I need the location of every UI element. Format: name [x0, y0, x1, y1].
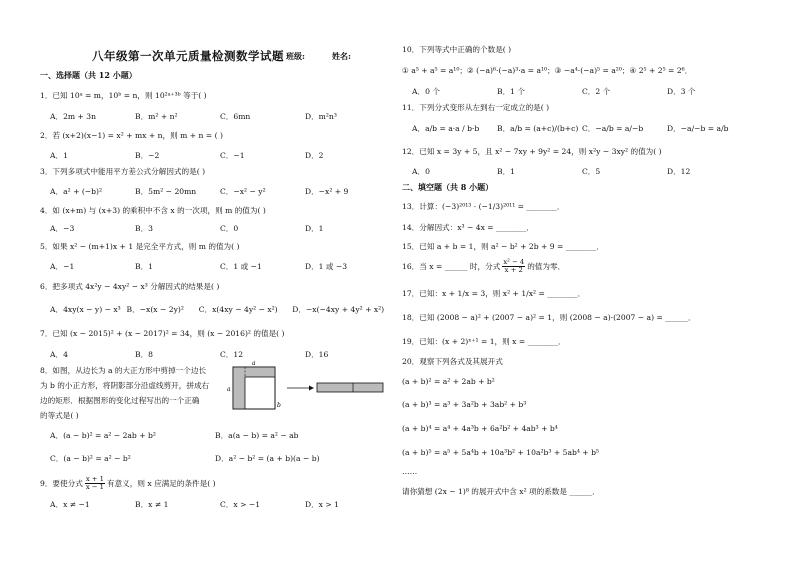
q10-items: ① a⁵ + a⁵ = a¹⁰；② (−a)⁶·(−a)³·a = a¹⁰；③ −a⁴·(−a)⁵ = a²⁰；④ 2⁵ + 2⁵ = 2⁶． — [402, 66, 693, 75]
q8-stem-line3: 边的矩形．根据图形的变化过程写出的一个正确 — [40, 396, 200, 405]
q9-frac-den: x − 1 — [85, 483, 104, 492]
q12-option-a[interactable]: A．0 — [412, 167, 430, 176]
q11-option-a[interactable]: A．a/b = a·a / b·b — [412, 124, 480, 133]
q3-stem: 3．下列多项式中能用平方差公式分解因式的是( ) — [40, 167, 206, 176]
q7-option-d[interactable]: D．16 — [305, 350, 329, 359]
q17: 17．已知：x + 1/x = 3，则 x² + 1/x² = ________． — [402, 289, 586, 298]
q20-line4: (a + b)⁵ = a⁵ + 5a⁴b + 10a³b² + 10a²b³ + 5ab⁴ + b⁵ — [402, 448, 599, 457]
label-a-side: a — [227, 386, 231, 393]
q8-stem-line4: 的等式是( ) — [40, 411, 79, 420]
q1-options — [50, 112, 390, 121]
q10-stem: 10．下列等式中正确的个数是( ) — [402, 45, 512, 54]
q12-options — [412, 167, 752, 176]
q4-option-d[interactable]: D．1 — [305, 224, 324, 233]
q9-fraction — [85, 476, 105, 492]
q11-option-b[interactable]: B．a/b = (a+c)/(b+c) — [497, 124, 579, 133]
q11-options — [412, 124, 752, 133]
q18: 18．已知 (2008 − a)² + (2007 − a)² = 1，则 (2008 − a)·(2007 − a) = ______． — [402, 313, 696, 322]
q20-line3: (a + b)⁴ = a⁴ + 4a³b + 6a²b² + 4ab³ + b⁴ — [402, 424, 558, 433]
q11-option-c[interactable]: C．−a/b = a/−b — [582, 124, 644, 133]
q20-stem: 20．观察下列各式及其展开式 — [402, 357, 503, 366]
name-label: 姓名: — [332, 51, 351, 61]
q16 — [402, 259, 565, 275]
q4-stem: 4．如 (x+m) 与 (x+3) 的乘积中不含 x 的一次项，则 m 的值为( ) — [40, 206, 266, 215]
q4-option-b[interactable]: B．3 — [135, 224, 154, 233]
q1-option-c[interactable]: C．6mn — [220, 112, 251, 121]
q2-option-c[interactable]: C．−1 — [220, 151, 245, 160]
q4-option-c[interactable]: C．0 — [220, 224, 239, 233]
q3-option-b[interactable]: B．5m² − 20mn — [135, 187, 197, 196]
q20-line2: (a + b)³ = a³ + 3a²b + 3ab² + b³ — [402, 400, 527, 409]
q6-option-d[interactable]: D．−x(−4xy + 4y² + x²) — [292, 305, 385, 314]
q9-stem — [40, 476, 216, 492]
q19: 19．已知：(x + 2)ˣ⁺¹ = 1，则 x = ________． — [402, 337, 566, 346]
shaded-top — [233, 367, 275, 377]
q8-option-d[interactable]: D．a² − b² = (a + b)(a − b) — [215, 454, 320, 463]
q4-option-a[interactable]: A．−3 — [50, 224, 75, 233]
q2-options — [50, 151, 390, 160]
q12-option-c[interactable]: C．5 — [582, 167, 601, 176]
q6-option-a[interactable]: A．4xy(x − y) − x³ — [50, 305, 121, 314]
class-label: 班级: — [286, 51, 305, 61]
q8-stem-line2: 为 b 的小正方形，将阴影部分沿虚线剪开，拼成右 — [40, 381, 210, 390]
q8-option-b[interactable]: B．a(a − b) = a² − ab — [215, 431, 299, 440]
big-square-figure — [233, 367, 275, 409]
q10-option-c[interactable]: C．2 个 — [582, 87, 611, 96]
q16-frac-num: x² − 4 — [503, 258, 525, 266]
q9-option-d[interactable]: D．x > 1 — [305, 500, 339, 509]
q3-options — [50, 187, 390, 196]
label-b: b — [277, 402, 281, 409]
q10-option-a[interactable]: A．0 个 — [412, 87, 440, 96]
q8-options-row1 — [50, 431, 380, 440]
q20-line1: (a + b)² = a² + 2ab + b² — [402, 377, 495, 386]
q16-post: 的值为零． — [527, 262, 566, 272]
q3-option-c[interactable]: C．−x² − y² — [220, 187, 266, 196]
q9-options — [50, 500, 390, 509]
q11-stem: 11．下列分式变形从左到右一定成立的是( ) — [402, 103, 550, 112]
label-a: a — [252, 361, 256, 367]
q3-option-d[interactable]: D．−x² + 9 — [305, 187, 349, 196]
q16-pre: 16．当 x = ______ 时，分式 — [402, 262, 501, 272]
q7-options — [50, 350, 390, 359]
q12-stem: 12．已知 x = 3y + 5，且 x² − 7xy + 9y² = 24，则 x²y − 3xy² 的值为( ) — [402, 147, 662, 156]
section2-heading: 二、填空题（共 8 小题） — [402, 182, 494, 192]
q2-option-a[interactable]: A．1 — [50, 151, 68, 160]
q6-stem: 6．把多项式 4x²y − 4xy² − x³ 分解因式的结果是( ) — [40, 282, 220, 291]
q16-frac-den: x + 2 — [504, 266, 523, 275]
q10-options — [412, 87, 752, 96]
q8-figure — [225, 361, 385, 417]
q9-option-a[interactable]: A．x ≠ −1 — [50, 500, 90, 509]
section1-heading: 一、选择题（共 12 小题） — [40, 70, 137, 80]
q7-option-a[interactable]: A．4 — [50, 350, 68, 359]
q9-frac-num: x + 1 — [85, 475, 104, 483]
q8-option-a[interactable]: A．(a − b)² = a² − 2ab + b² — [50, 431, 156, 440]
q1-option-d[interactable]: D．m²n³ — [305, 112, 337, 121]
page-title: 八年级第一次单元质量检测数学试题 — [92, 49, 284, 63]
q7-option-b[interactable]: B．8 — [135, 350, 154, 359]
q9-option-b[interactable]: B．x ≠ 1 — [135, 500, 169, 509]
q8-option-c[interactable]: C．(a − b)² = a² − b² — [50, 454, 131, 463]
small-square — [245, 377, 275, 409]
q3-option-a[interactable]: A．a² + (−b)² — [50, 187, 103, 196]
q2-stem: 2．若 (x+2)(x−1) = x² + mx + n，则 m + n = ( ) — [40, 131, 223, 140]
q12-option-d[interactable]: D．12 — [667, 167, 691, 176]
q6-option-c[interactable]: C．x(4xy − 4y² − x²) — [198, 305, 278, 314]
q5-option-d[interactable]: D．1 或 −3 — [305, 262, 348, 271]
q20-ask: 请你猜想 (2x − 1)⁸ 的展开式中含 x² 项的系数是 ______． — [402, 487, 600, 496]
q12-option-b[interactable]: B．1 — [497, 167, 516, 176]
q2-option-d[interactable]: D．2 — [305, 151, 324, 160]
q10-option-b[interactable]: B．1 个 — [497, 87, 526, 96]
q1-option-a[interactable]: A．2m + 3n — [50, 112, 97, 121]
q5-options — [50, 262, 390, 271]
q13: 13．计算：(−3)²⁰¹³ · (−1/3)²⁰¹¹ = ________． — [402, 202, 565, 211]
q5-option-c[interactable]: C．1 或 −1 — [220, 262, 262, 271]
q16-fraction — [502, 259, 525, 275]
q2-option-b[interactable]: B．−2 — [135, 151, 160, 160]
q9-stem-pre: 9．要使分式 — [40, 479, 83, 489]
q8-stem-line1: 8．如图，从边长为 a 的大正方形中剪掉一个边长 — [40, 366, 207, 375]
q6-option-b[interactable]: B．−x(x − 2y)² — [126, 305, 184, 314]
q11-option-d[interactable]: D．−a/−b = a/b — [667, 124, 729, 133]
q1-option-b[interactable]: B．m² + n² — [135, 112, 178, 121]
q9-stem-post: 有意义，则 x 应满足的条件是( ) — [107, 479, 216, 489]
q9-option-c[interactable]: C．x > −1 — [220, 500, 261, 509]
arrow — [287, 386, 314, 391]
q15: 15．已知 a + b = 1，则 a² − b² + 2b + 9 = ________． — [402, 242, 604, 251]
q1-stem: 1．已知 10ᵃ = m，10ᵇ = n，则 10²ᵃ⁺³ᵇ 等于( ) — [40, 91, 207, 100]
q5-option-a[interactable]: A．−1 — [50, 262, 75, 271]
q8-options-row2 — [50, 454, 380, 463]
q20-ellipsis: …… — [402, 467, 418, 476]
q10-option-d[interactable]: D．3 个 — [667, 87, 696, 96]
q14: 14．分解因式：x³ − 4x = ________． — [402, 223, 535, 232]
q7-stem: 7．已知 (x − 2015)² + (x − 2017)² = 34，则 (x − 2016)² 的值是( ) — [40, 329, 285, 338]
rectangle-result — [317, 383, 383, 392]
q6-options — [50, 305, 390, 314]
q4-options — [50, 224, 390, 233]
q5-option-b[interactable]: B．1 — [135, 262, 154, 271]
q7-option-c[interactable]: C．12 — [220, 350, 244, 359]
q5-stem: 5．如果 x² − (m+1)x + 1 是完全平方式，则 m 的值为( ) — [40, 242, 240, 251]
